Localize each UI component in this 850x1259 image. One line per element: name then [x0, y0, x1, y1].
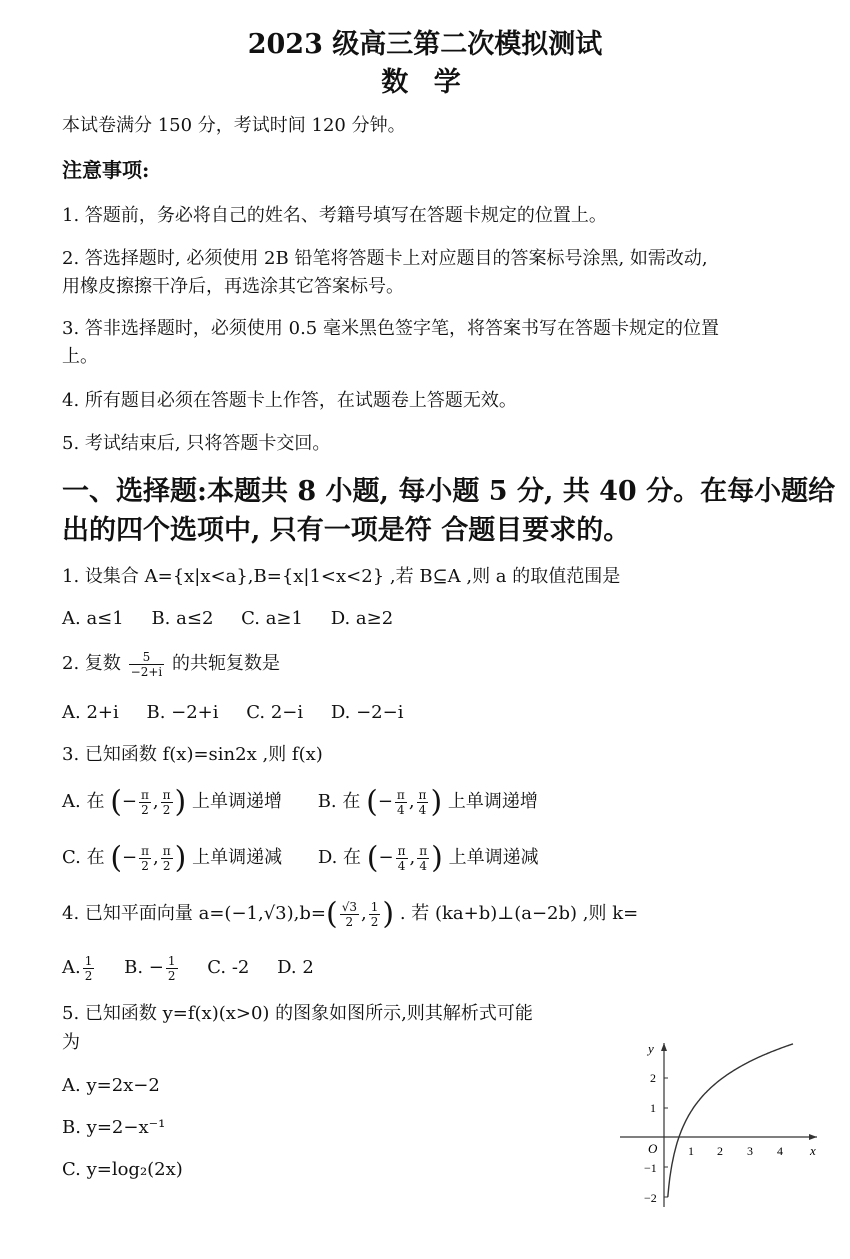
y-tick-label-1: 1	[650, 1101, 656, 1115]
question-3-stem: 3. 已知函数 f(x)=sin2x ,则 f(x)	[62, 744, 323, 765]
exam-title: 2023 级高三第二次模拟测试	[247, 29, 603, 60]
x-axis-arrow	[809, 1134, 817, 1140]
x-tick-label-3: 3	[747, 1144, 753, 1158]
section-heading-line-2: 出的四个选项中, 只有一项是符 合题目要求的。	[62, 515, 631, 546]
q3-c-f1-num: π	[141, 843, 150, 858]
exam-intro: 本试卷满分 150 分，考试时间 120 分钟。	[62, 115, 406, 136]
notice-item-5: 5. 考试结束后, 只将答题卡交回。	[62, 433, 331, 454]
q3-a-text: 上单调递增	[191, 791, 282, 812]
q3-option-c: C. 在 (− $\frac{\pi}{2}$ , $\frac{\pi}{2}$ ) 上单调递减	[62, 840, 283, 876]
y-tick-label-2: 2	[650, 1071, 656, 1085]
q4-option-a	[62, 953, 96, 983]
q3-b-f2-num: π	[418, 787, 427, 802]
q1-option-a: A. a≤1	[62, 608, 124, 629]
x-axis-label: x	[810, 1143, 816, 1158]
q3-b-f1-num: π	[396, 787, 405, 802]
q2-frac-den: −2+i	[130, 664, 163, 679]
notice-item-4: 4. 所有题目必须在答题卡上作答，在试题卷上答题无效。	[62, 390, 517, 411]
q3-b-f1-den: 4	[397, 802, 405, 817]
q3-c-frac1	[139, 844, 151, 873]
q2-suffix: 的共轭复数是	[171, 653, 280, 674]
x-tick-label-4: 4	[777, 1144, 783, 1158]
q3-d-f2-den: 4	[419, 858, 427, 873]
x-tick-label-1: 1	[688, 1144, 694, 1158]
q2-option-d: D. −2−i	[330, 702, 404, 723]
q4-f1-num: √3	[341, 899, 357, 914]
question-5-stem-line-1: 5. 已知函数 y=f(x)(x>0) 的图象如图所示,则其解析式可能	[62, 1003, 533, 1024]
q4-option-d: D. 2	[277, 957, 314, 978]
q4-frac1	[340, 900, 359, 929]
notice-item-2: 2. 答选择题时, 必须使用 2B 铅笔将答题卡上对应题目的答案标号涂黑, 如需改动,	[62, 248, 708, 269]
q3-option-d: D. 在 (− $\frac{\pi}{4}$ , $\frac{\pi}{4}$ ) 上单调递减	[317, 840, 539, 876]
question-4-options	[62, 952, 832, 983]
q3-a-f2-num: π	[162, 787, 171, 802]
q4-a-den: 2	[84, 968, 93, 983]
q1-option-b: B. a≤2	[151, 608, 214, 629]
q3-d-text: 上单调递减	[448, 847, 539, 868]
q5-option-a: A. y=2x−2	[62, 1075, 160, 1096]
q3-d-label: D. 在	[317, 847, 362, 868]
q4-option-c: C. -2	[207, 957, 250, 978]
q5-option-b: B. y=2−x⁻¹	[62, 1117, 166, 1138]
q3-b-frac2	[417, 788, 429, 817]
q2-option-b: B. −2+i	[146, 702, 219, 723]
q4-b-frac	[166, 954, 178, 983]
q2-prefix: 2. 复数	[62, 653, 121, 674]
notice-heading: 注意事项:	[62, 158, 150, 182]
q3-option-b: B. 在 (− $\frac{\pi}{4}$ , $\frac{\pi}{4}$ ) 上单调递增	[317, 784, 538, 820]
q3-a-f1-den: 2	[141, 802, 149, 817]
notice-item-1: 1. 答题前，务必将自己的姓名、考籍号填写在答题卡规定的位置上。	[62, 205, 607, 226]
q4-f2-den: 2	[370, 914, 379, 929]
q4-frac2	[369, 900, 381, 929]
q3-d-frac2	[417, 844, 429, 873]
q2-option-c: C. 2−i	[246, 702, 304, 723]
q4-f2-num: 1	[370, 899, 379, 914]
q5-option-c: C. y=log₂(2x)	[62, 1159, 183, 1180]
notice-item-3: 3. 答非选择题时，必须使用 0.5 毫米黑色签字笔，将答案书写在答题卡规定的位置	[62, 318, 719, 339]
section-heading-line-1: 一、选择题:本题共 8 小题, 每小题 5 分, 共 40 分。在每小题给	[62, 476, 836, 507]
question-3-options-ab	[62, 786, 832, 818]
q1-option-c: C. a≥1	[241, 608, 303, 629]
q3-c-f2-den: 2	[162, 858, 171, 873]
q3-c-f2-num: π	[162, 843, 171, 858]
q4-a-num: 1	[84, 953, 93, 968]
function-curve	[668, 1044, 793, 1197]
q3-b-f2-den: 4	[418, 802, 427, 817]
q3-b-frac1	[395, 788, 407, 817]
q4-a-frac	[83, 954, 95, 983]
y-axis-label: y	[648, 1041, 654, 1056]
q3-option-a: A. 在 (− $\frac{\pi}{2}$ , $\frac{\pi}{2}$ ) 上单调递增	[62, 784, 282, 820]
q4-prefix: 4. 已知平面向量 a=(−1,√3),b=	[62, 903, 326, 924]
q4-f1-den: 2	[345, 914, 354, 929]
q3-a-f2-den: 2	[162, 802, 171, 817]
q3-c-label: C. 在	[62, 847, 105, 868]
q3-d-f1-num: π	[397, 843, 406, 858]
q4-suffix: . 若 (ka+b)⊥(a−2b) ,则 k=	[399, 903, 639, 924]
q3-c-frac2	[161, 844, 173, 873]
q4-b-label: B. −	[124, 957, 164, 978]
q3-b-label: B. 在	[317, 791, 361, 812]
q3-d-frac1	[396, 844, 408, 873]
q3-a-frac1	[139, 788, 151, 817]
q2-frac-num: 5	[129, 650, 165, 665]
y-axis-arrow	[661, 1043, 667, 1051]
origin-label: O	[648, 1141, 658, 1156]
question-1-stem: 1. 设集合 A={x|x<a},B={x|1<x<2} ,若 B⊆A ,则 a 的取值范围是	[62, 566, 621, 587]
notice-item-3-cont: 上。	[62, 346, 98, 367]
question-4-stem: 4. 已知平面向量 a=(−1,√3),b=( $\frac{√3}{2}$ , $\frac{1}{2}$ ) . 若 (ka+b)⊥(a−2b) ,则 k=	[62, 896, 639, 932]
y-tick-label-m2: −2	[644, 1191, 657, 1205]
function-graph	[612, 1035, 827, 1215]
question-5-stem-line-2: 为	[62, 1032, 80, 1053]
q3-d-f1-den: 4	[397, 858, 406, 873]
x-tick-label-2: 2	[717, 1144, 723, 1158]
q2-option-a: A. 2+i	[62, 702, 119, 723]
y-tick-label-m1: −1	[644, 1161, 657, 1175]
q3-a-f1-num: π	[141, 787, 149, 802]
q1-option-d: D. a≥2	[330, 608, 394, 629]
q3-d-f2-num: π	[419, 843, 428, 858]
q4-b-num: 1	[167, 953, 176, 968]
question-2-stem	[62, 648, 832, 679]
question-1-options	[62, 603, 832, 634]
q3-a-frac2	[161, 788, 173, 817]
question-2-options	[62, 697, 832, 728]
q4-option-b	[124, 953, 179, 983]
q2-fraction	[129, 650, 165, 679]
q3-c-f1-den: 2	[141, 858, 149, 873]
exam-subject: 数 学	[381, 67, 469, 98]
notice-item-2-cont: 用橡皮擦擦干净后，再选涂其它答案标号。	[62, 276, 404, 297]
q3-c-text: 上单调递减	[192, 847, 283, 868]
q4-a-label: A.	[62, 957, 81, 978]
q3-b-text: 上单调递增	[447, 791, 538, 812]
q4-b-den: 2	[167, 968, 176, 983]
question-3-options-cd	[62, 842, 832, 874]
q3-a-label: A. 在	[62, 791, 105, 812]
